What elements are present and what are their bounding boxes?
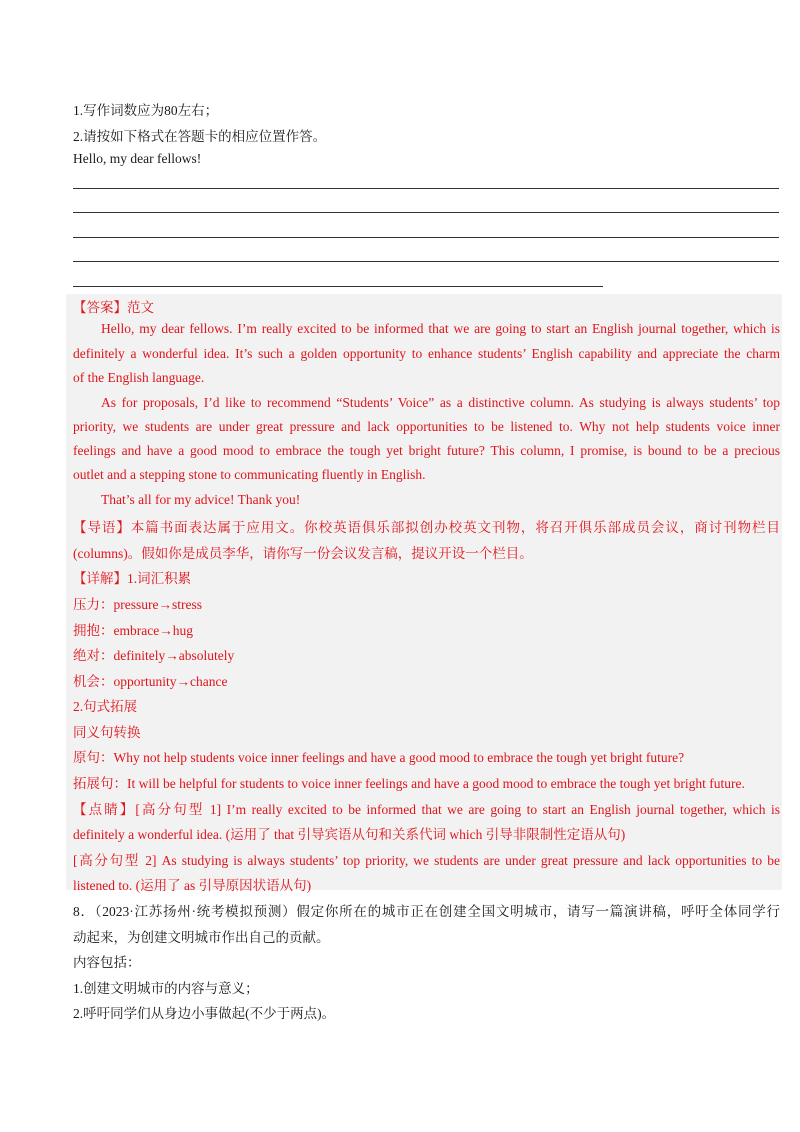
essay-line: As for proposals, I’d like to recommend “Students’ Voice” as a distinctive column. As studying is always students’ top: [101, 395, 780, 410]
answer-tag-text: 范文: [127, 300, 154, 315]
content-label: 内容包括：: [73, 955, 141, 970]
highlight-line: listened to. (运用了 as 引导原因状语从句): [73, 878, 312, 893]
writing-line: [73, 212, 779, 213]
answer-tag: 【答案】: [73, 300, 127, 315]
detail-heading-2: 2.句式拓展: [73, 699, 138, 714]
greeting-line: Hello, my dear fellows!: [73, 151, 202, 166]
highlight-line: definitely a wonderful idea. (运用了 that 引导宾语从句和关系代词 which 引导非限制性定语从句): [73, 827, 626, 842]
essay-line: That’s all for my advice! Thank you!: [101, 492, 301, 507]
highlight-line: [73, 798, 780, 818]
detail-header: [73, 567, 780, 587]
content-item-1: 1.创建文明城市的内容与意义；: [73, 981, 259, 996]
vocab-item: 拥抱：embrace→hug: [73, 623, 193, 638]
vocab-item: 压力：pressure→stress: [73, 597, 202, 612]
essay-line: feelings and have a good mood to embrace the tough yet bright future? This column, I promise, is bound to be a precious: [73, 443, 780, 458]
original-sentence: 原句：Why not help students voice inner feelings and have a good mood to embrace the tough yet bright future?: [73, 750, 685, 765]
guide-tag: 【导语】: [73, 520, 131, 535]
detail-tag: 【详解】: [73, 571, 127, 586]
guide-line: [73, 516, 780, 536]
highlight-line: [高分句型 2] As studying is always students’ top priority, we students are under great pressure and lack opportunities to be: [73, 853, 780, 868]
vocab-item: 绝对：definitely→absolutely: [73, 648, 235, 663]
essay-line: Hello, my dear fellows. I’m really excited to be informed that we are going to start an English journal together, which is: [101, 321, 780, 336]
essay-line: priority, we students are under great pressure and lack opportunities to be listened to. Why not help students voice inner: [73, 419, 780, 434]
writing-line: [73, 261, 779, 262]
writing-line: [73, 188, 779, 189]
extended-sentence: 拓展句：It will be helpful for students to voice inner feelings and have a good mood to embrace the tough yet bright future.: [73, 776, 745, 791]
vocab-item: 机会：opportunity→chance: [73, 674, 228, 689]
requirement-2: 2.请按如下格式在答题卡的相应位置作答。: [73, 129, 327, 144]
guide-line: (columns)。假如你是成员李华，请你写一份会议发言稿，提议开设一个栏目。: [73, 546, 533, 561]
writing-line: [73, 237, 779, 238]
highlight-tag: 【点睛】: [73, 802, 136, 817]
requirement-1: 1.写作词数应为80左右；: [73, 103, 219, 118]
detail-heading: 1.词汇积累: [127, 571, 192, 586]
guide-text: 本篇书面表达属于应用文。你校英语俱乐部拟创办校英文刊物，将召开俱乐部成员会议，商讨刊物栏目: [130, 520, 781, 535]
question-8-line: 动起来，为创建文明城市作出自己的贡献。: [73, 930, 330, 945]
question-8-line: 8．（2023·江苏扬州·统考模拟预测）假定你所在的城市正在创建全国文明城市，请写一篇演讲稿，呼吁全体同学行: [73, 904, 780, 919]
essay-line: outlet and a stepping stone to communicating fluently in English.: [73, 467, 426, 482]
detail-subheading: 同义句转换: [73, 725, 141, 740]
writing-line: [73, 286, 603, 287]
essay-line: definitely a wonderful idea. It’s such a golden opportunity to enhance students’ English capability and appreciate the charm: [73, 346, 780, 361]
answer-header: [73, 296, 780, 316]
essay-line: of the English language.: [73, 370, 205, 385]
highlight-text: [高分句型 1] I’m really excited to be informed that we are going to start an English journal together, which is: [135, 802, 780, 817]
content-item-2: 2.呼吁同学们从身边小事做起(不少于两点)。: [73, 1006, 336, 1021]
